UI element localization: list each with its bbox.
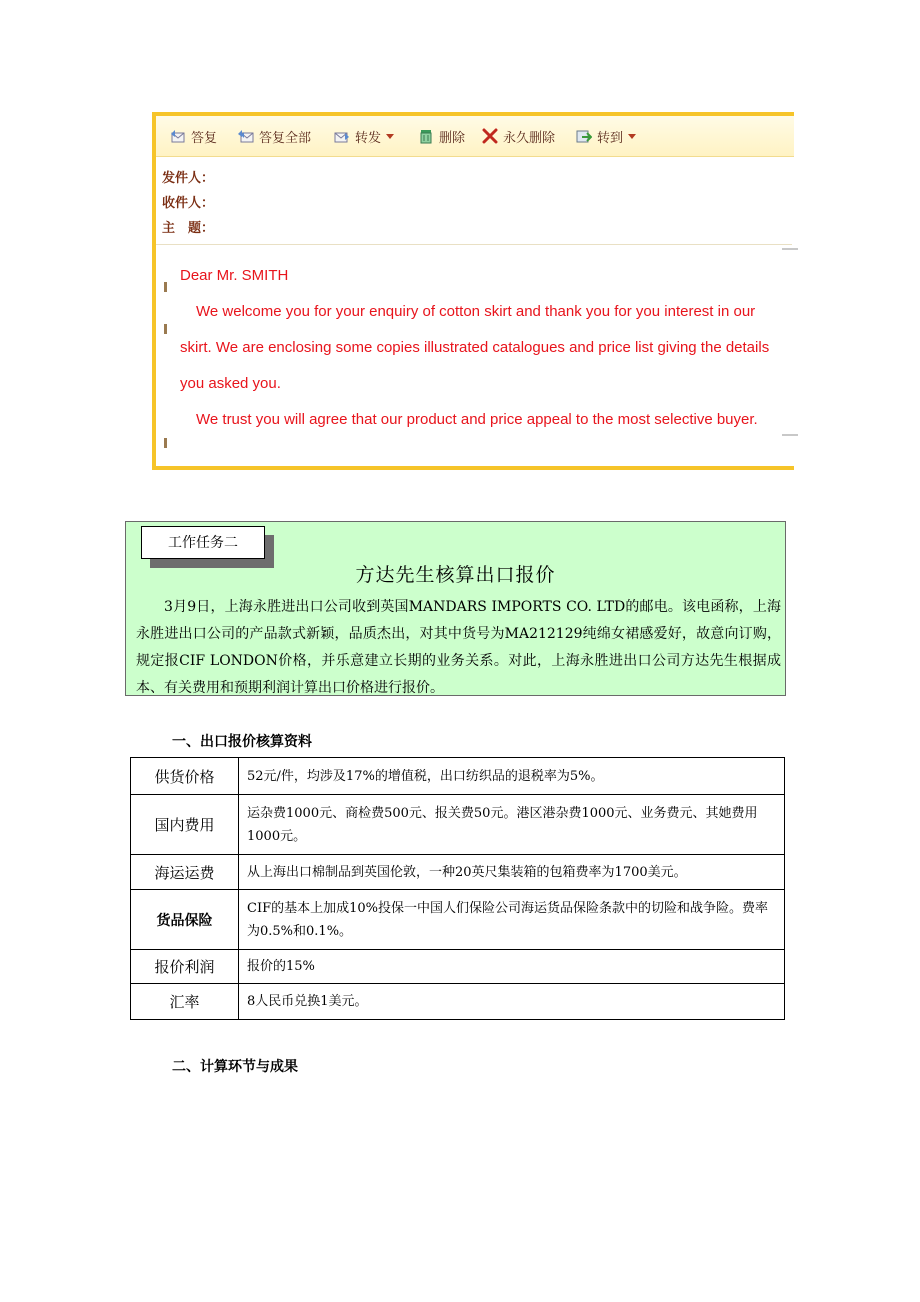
delete-button[interactable] bbox=[418, 126, 465, 146]
delete-label: 删除 bbox=[439, 130, 466, 146]
quote-data-table bbox=[130, 757, 785, 1020]
email-greeting: Dear Mr. SMITH bbox=[180, 267, 289, 284]
row-key: 报价利润 bbox=[131, 950, 239, 984]
email-paragraph: We trust you will agree that our product and price appeal to the most selective buyer. bbox=[196, 411, 758, 428]
row-key: 国内费用 bbox=[131, 795, 239, 855]
forward-icon bbox=[334, 128, 350, 144]
move-to-button[interactable] bbox=[576, 126, 636, 146]
row-value: 运杂费1000元、商检费500元、报关费50元。港区港杂费1000元、业务费元、其她费用1000元。 bbox=[239, 795, 785, 855]
table-row bbox=[131, 950, 785, 984]
row-key: 汇率 bbox=[131, 984, 239, 1020]
email-body bbox=[180, 258, 780, 438]
chevron-down-icon bbox=[628, 134, 636, 139]
permanent-delete-button[interactable] bbox=[482, 126, 555, 146]
email-toolbar bbox=[156, 116, 794, 157]
email-paragraph: We welcome you for your enquiry of cotton skirt and thank you for you interest in our skirt. We are enclosing some copies illustrated catalogues and price list giving the details you asked you. bbox=[180, 303, 770, 392]
reply-icon bbox=[170, 128, 186, 144]
table-row bbox=[131, 795, 785, 855]
chevron-down-icon bbox=[386, 134, 394, 139]
row-key: 供货价格 bbox=[131, 758, 239, 795]
section-heading-quote-data: 一、出口报价核算资料 bbox=[172, 734, 312, 750]
trash-icon bbox=[418, 128, 434, 144]
forward-label: 转发 bbox=[355, 130, 382, 146]
reply-button[interactable] bbox=[170, 126, 217, 146]
scroll-edge-mark bbox=[782, 434, 798, 436]
row-key: 货品保险 bbox=[131, 890, 239, 950]
task-description bbox=[136, 594, 781, 702]
table-row bbox=[131, 890, 785, 950]
row-value: 报价的15% bbox=[239, 950, 785, 984]
scroll-edge-mark bbox=[782, 248, 798, 250]
table-row bbox=[131, 984, 785, 1020]
forward-button[interactable] bbox=[334, 126, 394, 146]
reply-all-icon bbox=[238, 128, 254, 144]
table-row bbox=[131, 758, 785, 795]
subject-field-label: 主 题： bbox=[162, 221, 215, 236]
permanent-delete-icon bbox=[482, 128, 498, 144]
clipped-text-mark bbox=[164, 438, 167, 448]
row-value: 8人民币兑换1美元。 bbox=[239, 984, 785, 1020]
row-value: 52元/件，均涉及17%的增值税，出口纺织品的退税率为5%。 bbox=[239, 758, 785, 795]
task-tag: 工作任务二 bbox=[141, 526, 265, 559]
row-value: CIF的基本上加成10%投保一中国人们保险公司海运货品保险条款中的切险和战争险。费率为0.5%和0.1%。 bbox=[239, 890, 785, 950]
section-heading-calculation: 二、计算环节与成果 bbox=[172, 1059, 298, 1075]
to-field-label: 收件人： bbox=[162, 196, 215, 211]
reply-label: 答复 bbox=[191, 130, 218, 146]
header-divider bbox=[156, 244, 792, 245]
task-title: 方达先生核算出口报价 bbox=[355, 564, 556, 586]
permanent-delete-label: 永久删除 bbox=[503, 130, 556, 146]
row-key: 海运运费 bbox=[131, 855, 239, 890]
reply-all-button[interactable] bbox=[238, 126, 311, 146]
clipped-text-mark bbox=[164, 282, 167, 292]
row-value: 从上海出口棉制品到英国伦敦，一种20英尺集装箱的包箱费率为1700美元。 bbox=[239, 855, 785, 890]
move-to-icon bbox=[576, 128, 592, 144]
table-row bbox=[131, 855, 785, 890]
clipped-text-mark bbox=[164, 324, 167, 334]
from-field-label: 发件人： bbox=[162, 171, 215, 186]
email-panel bbox=[152, 112, 794, 470]
reply-all-label: 答复全部 bbox=[259, 130, 312, 146]
task-paragraph: 3月9日，上海永胜进出口公司收到英国MANDARS IMPORTS CO. LTD的邮电。该电函称，上海永胜进出口公司的产品款式新颖，品质杰出，对其中货号为MA212129纯绵女裙感爱好，故意向订购，规定报CIF LONDON价格，并乐意建立长期的业务关系。对此，上海永胜进出口公司方达先生根据成本、有关费用和预期利润计算出口价格进行报价。 bbox=[136, 599, 781, 696]
move-to-label: 转到 bbox=[597, 130, 624, 146]
